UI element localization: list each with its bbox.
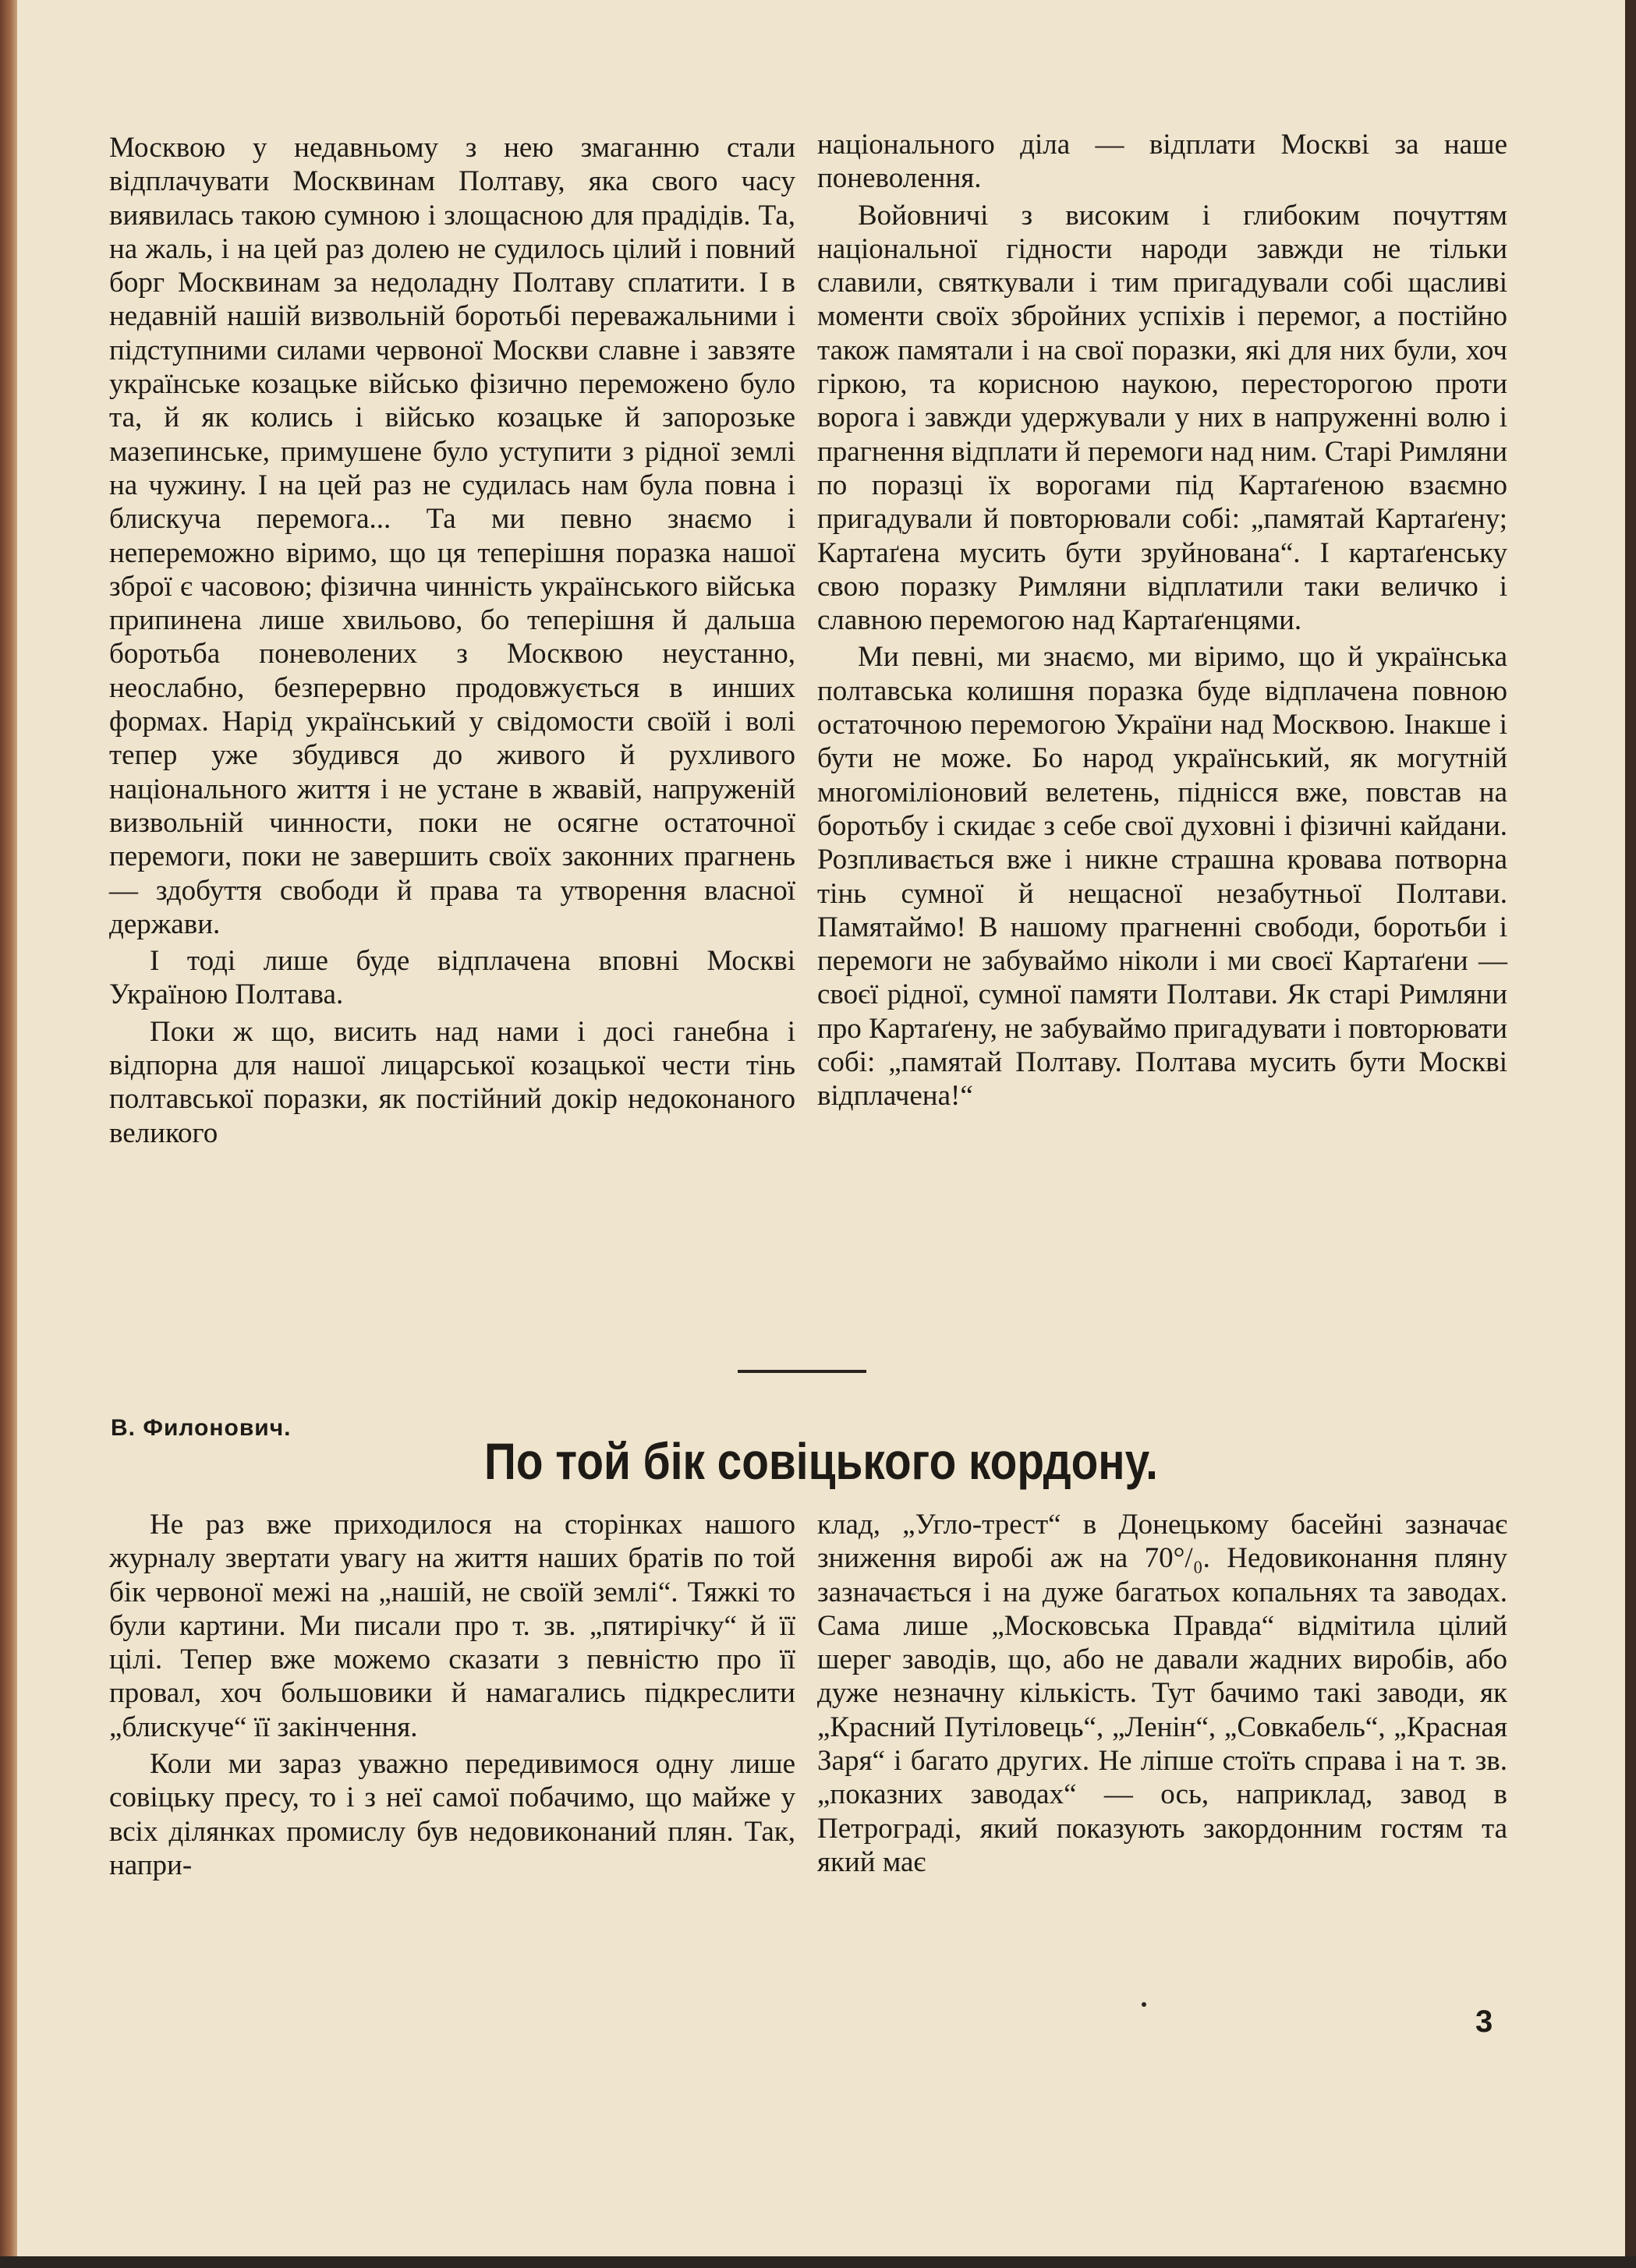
paragraph: Коли ми зараз уважно передивимося одну лише совіцьку пресу, то і з неї самої побачимо, що майже у всіх ділянках промислу був недовиконаний плян. Так, напри- [109,1748,795,1881]
article2-column-right [817,1508,1507,1879]
section-divider [738,1370,866,1373]
paragraph: Не раз вже приходилося на сторінках нашого журналу звертати увагу на життя наших братів по той бік червоної межі на „нашій, не своїй землі“. Тяжкі то були картини. Ми писали про т. зв. „пятирічку“ й її цілі. Тепер вже можемо сказати з певністю про її провал, хоч большовики й намагались підкреслити „блискуче“ її закінчення. [109,1509,795,1743]
article-title: По той бік совіцького кордону. [484,1432,1158,1490]
ink-speck [1142,2002,1146,2007]
paragraph: клад, „Угло-трест“ в Донецькому басейні зазначає зниження виробі аж на 70°/₀. Недовиконання пляну зазначається і на дуже багатьох копальнях та заводах. Сама лише „Московська Правда“ відмітила цілий шерег заводів, що, або не давали жадних виробів, або дуже незначну кількість. Тут бачимо такі заводи, як „Красний Путіловець“, „Ленін“, „Совкабель“, „Красная Заря“ і багато других. Не ліпше стоїть справа і на т. зв. „показних заводах“ — ось, наприклад, завод в Петрограді, який показують закордонним гостям та який має [817,1509,1507,1878]
paragraph: Москвою у недавньому з нею змаганню стали відплачувати Москвинам Полтаву, яка свого часу виявилась такою сумною і злощасною для прадідів. Та, на жаль, і на цей раз долею не судилось цілий і повний борг Москвинам за недоладну Полтаву сплатити. І в недавній нашій визвольній боротьбі переважальними і підступними силами червоної Москви славне і завзяте українське козацьке військо фізично переможено було та, й як колись і військо козацьке й запорозьке мазепинське, примушене було уступити з рідної землі на чужину. І на цей раз не судилась нам була повна і блискуча перемога... Та ми певно знаємо і непереможно віримо, що ця теперішня поразка нашої зброї є часовою; фізична чинність українського війська припинена лише хвильово, бо теперішня й дальша боротьба поневолених з Москвою неустанно, неослабно, безперервно продовжується в инших формах. Нарід український у свідомости своїй і волі тепер уже збудився до живого й рухливого національного життя і не устане в жвавій, напруженій визвольній чинности, поки не осягне остаточної перемоги, поки не завершить своїх законних прагнень — здобуття свободи й права та утворення власної держави. [109,132,795,940]
page-bottom-edge [0,2256,1636,2268]
paragraph: Поки ж що, висить над нами і досі ганебна і відпорна для нашої лицарської козацької чести тінь полтавської поразки, як постійний докір недоконаного великого [109,1015,795,1149]
paragraph: І тоді лише буде відплачена вповні Москві Україною Полтава. [109,945,795,1011]
page-spine-edge [0,0,17,2268]
document-page [17,0,1625,2256]
article1-column-right [817,128,1507,1113]
article1-column-left [109,131,795,1150]
paragraph: Войовничі з високим і глибоким почуттям національної гідности народи завжди не тільки славили, святкували і тим пригадували собі щасливі моменти своїх збройних успіхів і перемог, а постійно також памятали і на свої поразки, які для них були, хоч гіркою, та корисною наукою, пересторогою проти ворога і завжди удержували у них в напруженні волю і прагнення відплати й перемоги над ним. Старі Римляни по поразці їх ворогами під Картаґеною взаємно пригадували й повторювали собі: „памятай Картаґену; Картаґена мусить бути зруйнована“. І картаґенську свою поразку Римляни відплатили таки величко і славною перемогою над Картаґенцями. [817,199,1507,637]
paragraph: національного діла — відплати Москві за наше поневолення. [817,129,1507,195]
page-number: 3 [1475,2004,1493,2039]
article2-column-left [109,1508,795,1882]
article-author: В. Филонович. [111,1415,292,1441]
paragraph: Ми певні, ми знаємо, ми віримо, що й українська полтавська колишня поразка буде відплачена повною остаточною перемогою України над Москвою. Інакше і бути не може. Бо народ український, як могутній многоміліоновий велетень, піднісся вже, повстав на боротьбу і скидає з себе свої духовні і фізичні кайдани. Розпливається вже і никне страшна кровава потворна тінь сумної й нещасної незабутньої Полтави. Памятаймо! В нашому прагненні свободи, боротьби і перемоги не забуваймо ніколи і ми своєї Картаґени — своєї рідної, сумної памяти Полтави. Як старі Римляни про Картаґену, не забуваймо пригадувати і повторювати собі: „памятай Полтаву. Полтава мусить бути Москві відплачена!“ [817,641,1507,1113]
